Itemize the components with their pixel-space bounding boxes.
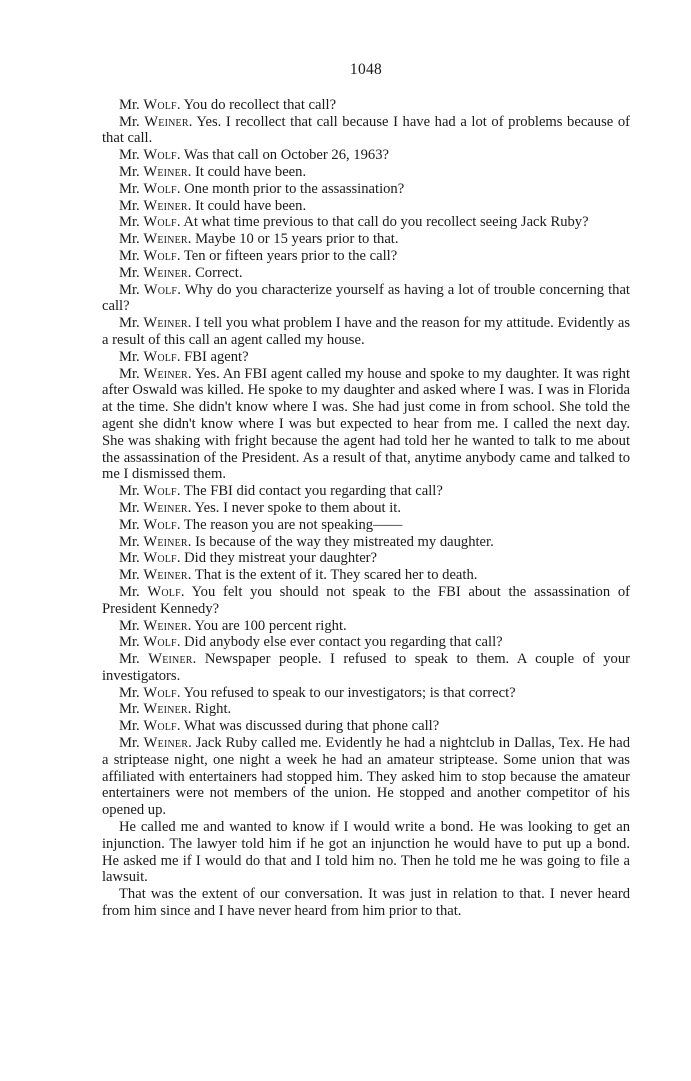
paragraph-text: That was the extent of our conversation. It was just in relation to that. I never heard from him since and I have never heard from him prior to that.	[102, 886, 630, 920]
paragraph-text: He called me and wanted to know if I would write a bond. He was looking to get an injunction. The lawyer told him if he got an injunction he would have to put up a bond. He asked me if I would do that and I told him no. Then he told me he was going to file a lawsuit.	[102, 819, 630, 886]
speaker-name: Wolf	[143, 348, 177, 365]
speaker-name: Weiner	[143, 315, 188, 332]
paragraph-text: You refused to speak to our investigators; is that correct?	[183, 684, 516, 701]
speaker-prefix: Mr.	[119, 264, 140, 281]
speaker-prefix: Mr.	[119, 684, 140, 701]
transcript-paragraph: Mr. Weiner. That is the extent of it. They scared her to death.	[119, 567, 478, 584]
transcript-paragraph: Mr. Weiner. Is because of the way they mistreated my daughter.	[119, 533, 494, 550]
speaker-prefix: Mr.	[119, 567, 140, 584]
transcript-paragraph: Mr. Weiner. Jack Ruby called me. Evidently he had a nightclub in Dallas, Tex. He had a striptease night, one night a week he had an amateur striptease. Some union that was affiliated with entertainers had stopped him. They asked him to stop because the amateur entertainers were not members of the union. He stopped and another competitor of his opened up.	[102, 735, 630, 819]
speaker-name: Weiner	[143, 533, 188, 550]
paragraph-text: One month prior to the assassination?	[184, 180, 405, 197]
speaker-name: Wolf	[143, 180, 177, 197]
speaker-prefix: Mr.	[119, 315, 140, 332]
speaker-name: Wolf	[143, 96, 177, 113]
paragraph-text: Did anybody else ever contact you regarding that call?	[184, 634, 503, 651]
transcript-paragraph: Mr. Wolf. One month prior to the assassination?	[119, 180, 405, 197]
speaker-name: Wolf	[143, 281, 178, 298]
speaker-prefix: Mr.	[119, 718, 140, 735]
speaker-name: Wolf	[143, 550, 177, 567]
transcript-paragraph: Mr. Wolf. Did they mistreat your daughter?	[119, 550, 378, 567]
speaker-name: Weiner	[144, 113, 189, 130]
paragraph-text: Correct.	[195, 264, 243, 281]
speaker-prefix: Mr.	[119, 617, 140, 634]
speaker-prefix: Mr.	[119, 348, 140, 365]
speaker-name: Weiner	[148, 651, 193, 668]
speaker-prefix: Mr.	[119, 735, 140, 752]
speaker-prefix: Mr.	[119, 483, 140, 500]
speaker-prefix: Mr.	[119, 163, 140, 180]
page-number: 1048	[349, 61, 383, 78]
paragraph-text: Maybe 10 or 15 years prior to that.	[195, 231, 399, 248]
speaker-name: Weiner	[143, 365, 188, 382]
transcript-paragraph: Mr. Weiner. It could have been.	[119, 163, 307, 180]
paragraph-text: It could have been.	[195, 197, 307, 214]
paragraph-text: You felt you should not speak to the FBI about the assassination of President Kennedy?	[102, 583, 630, 617]
paragraph-text: Right.	[195, 701, 232, 718]
speaker-name: Weiner	[143, 231, 188, 248]
speaker-prefix: Mr.	[119, 583, 140, 600]
paragraph-text: Ten or fifteen years prior to the call?	[183, 247, 398, 264]
transcript-paragraph: Mr. Wolf. FBI agent?	[119, 348, 249, 365]
paragraph-text: Yes. An FBI agent called my house and spoke to my daughter. It was right after Oswald was killed. He spoke to my daughter and asked where I was. I was in Florida at the time. She didn't know where I was. She had just come in from school. She told the agent she didn't know where I was but expected to hear from me. I called the next day. She was shaking with fright because the agent had told her he wanted to talk to me about the assassination of the President. As a result of that, anytime anybody came and talked to me I dismissed them.	[102, 365, 631, 483]
speaker-prefix: Mr.	[119, 365, 140, 382]
transcript-paragraph: Mr. Weiner. It could have been.	[119, 197, 307, 214]
speaker-prefix: Mr.	[119, 113, 140, 130]
speaker-prefix: Mr.	[119, 634, 140, 651]
paragraph-text: At what time previous to that call do you recollect seeing Jack Ruby?	[183, 214, 589, 231]
paragraph-text: The reason you are not speaking——	[183, 516, 403, 533]
speaker-name: Weiner	[143, 499, 188, 516]
speaker-name: Wolf	[143, 718, 177, 735]
speaker-prefix: Mr.	[119, 96, 140, 113]
speaker-prefix: Mr.	[119, 180, 140, 197]
speaker-name: Weiner	[143, 701, 188, 718]
speaker-prefix: Mr.	[119, 550, 140, 567]
document-page	[102, 62, 630, 920]
speaker-prefix: Mr.	[119, 247, 140, 264]
speaker-name: Weiner	[143, 735, 189, 752]
transcript-paragraph	[102, 886, 630, 920]
paragraph-text: You are 100 percent right.	[194, 617, 347, 634]
speaker-prefix: Mr.	[119, 651, 140, 668]
paragraph-text: Yes. I never spoke to them about it.	[194, 499, 401, 516]
speaker-name: Wolf	[147, 583, 181, 600]
speaker-name: Weiner	[143, 264, 188, 281]
speaker-name: Weiner	[143, 617, 188, 634]
transcript-paragraph: Mr. Wolf. At what time previous to that call do you recollect seeing Jack Ruby?	[119, 214, 589, 231]
paragraph-text: FBI agent?	[184, 348, 249, 365]
speaker-name: Wolf	[143, 516, 177, 533]
paragraph-text: The FBI did contact you regarding that call?	[183, 483, 443, 500]
speaker-prefix: Mr.	[119, 499, 140, 516]
transcript-paragraph: Mr. Weiner. Yes. I never spoke to them about it.	[119, 499, 401, 516]
speaker-name: Wolf	[143, 247, 177, 264]
speaker-name: Weiner	[143, 197, 188, 214]
transcript-paragraph: Mr. Weiner. Correct.	[119, 264, 243, 281]
transcript-paragraph: Mr. Wolf. You refused to speak to our investigators; is that correct?	[119, 684, 516, 701]
transcript-paragraph: Mr. Wolf. Was that call on October 26, 1963?	[119, 147, 389, 164]
paragraph-text: You do recollect that call?	[183, 96, 337, 113]
paragraph-text: Jack Ruby called me. Evidently he had a nightclub in Dallas, Tex. He had a striptease night, one night a week he had an amateur striptease. Some union that was affiliated with entertainers had stopped him. They asked him to stop because the amateur entertainers were not members of the union. He stopped and another competitor of his opened up.	[102, 735, 630, 819]
paragraph-text: Newspaper people. I refused to speak to them. A couple of your investigators.	[102, 651, 630, 684]
paragraph-text: It could have been.	[195, 163, 307, 180]
speaker-name: Wolf	[143, 684, 177, 701]
speaker-name: Wolf	[143, 483, 177, 500]
transcript-paragraph: Mr. Weiner. Right.	[119, 701, 232, 718]
paragraph-text: I tell you what problem I have and the reason for my attitude. Evidently as a result of this call an agent called my house.	[102, 315, 630, 348]
speaker-prefix: Mr.	[119, 231, 140, 248]
transcript-paragraph: Mr. Weiner. Yes. I recollect that call because I have had a lot of problems because of that call.	[102, 113, 630, 147]
transcript-body	[102, 97, 630, 920]
transcript-paragraph: Mr. Wolf. The reason you are not speaking——	[119, 516, 403, 533]
transcript-paragraph: Mr. Wolf. Why do you characterize yourself as having a lot of trouble concerning that call?	[102, 281, 630, 315]
transcript-paragraph: Mr. Wolf. What was discussed during that phone call?	[119, 718, 440, 735]
transcript-paragraph: Mr. Wolf. The FBI did contact you regarding that call?	[119, 483, 443, 500]
transcript-paragraph: Mr. Weiner. Yes. An FBI agent called my house and spoke to my daughter. It was right after Oswald was killed. He spoke to my daughter and asked where I was. I was in Florida at the time. She didn't know where I was. She had just come in from school. She told the agent she didn't know where I was but expected to hear from me. I called the next day. She was shaking with fright because the agent had told her he wanted to talk to me about the assassination of the President. As a result of that, anytime anybody came and talked to me I dismissed them.	[102, 365, 631, 483]
transcript-paragraph	[102, 819, 630, 886]
paragraph-text: Is because of the way they mistreated my daughter.	[195, 533, 494, 550]
speaker-name: Wolf	[143, 634, 177, 651]
paragraph-text: What was discussed during that phone call?	[183, 718, 440, 735]
transcript-paragraph: Mr. Weiner. You are 100 percent right.	[119, 617, 347, 634]
speaker-prefix: Mr.	[119, 533, 140, 550]
speaker-prefix: Mr.	[119, 214, 140, 231]
paragraph-text: That is the extent of it. They scared her to death.	[194, 567, 478, 584]
transcript-paragraph: Mr. Wolf. You do recollect that call?	[119, 96, 337, 113]
transcript-paragraph: Mr. Weiner. I tell you what problem I have and the reason for my attitude. Evidently as a result of this call an agent called my house.	[102, 315, 630, 348]
paragraph-text: Why do you characterize yourself as having a lot of trouble concerning that call?	[102, 281, 630, 315]
speaker-name: Weiner	[143, 567, 188, 584]
transcript-paragraph: Mr. Wolf. You felt you should not speak to the FBI about the assassination of President Kennedy?	[102, 583, 630, 617]
speaker-prefix: Mr.	[119, 281, 140, 298]
speaker-prefix: Mr.	[119, 147, 140, 164]
speaker-name: Wolf	[143, 214, 177, 231]
transcript-paragraph: Mr. Wolf. Did anybody else ever contact you regarding that call?	[119, 634, 503, 651]
speaker-prefix: Mr.	[119, 516, 140, 533]
speaker-prefix: Mr.	[119, 197, 140, 214]
speaker-prefix: Mr.	[119, 701, 140, 718]
transcript-paragraph: Mr. Weiner. Maybe 10 or 15 years prior to that.	[119, 231, 399, 248]
paragraph-text: Did they mistreat your daughter?	[184, 550, 378, 567]
speaker-name: Wolf	[143, 147, 177, 164]
paragraph-text: Was that call on October 26, 1963?	[183, 147, 389, 164]
paragraph-text: Yes. I recollect that call because I have had a lot of problems because of that call.	[102, 113, 630, 147]
transcript-paragraph: Mr. Weiner. Newspaper people. I refused to speak to them. A couple of your investigators.	[102, 651, 630, 684]
transcript-paragraph: Mr. Wolf. Ten or fifteen years prior to the call?	[119, 247, 398, 264]
speaker-name: Weiner	[143, 163, 188, 180]
